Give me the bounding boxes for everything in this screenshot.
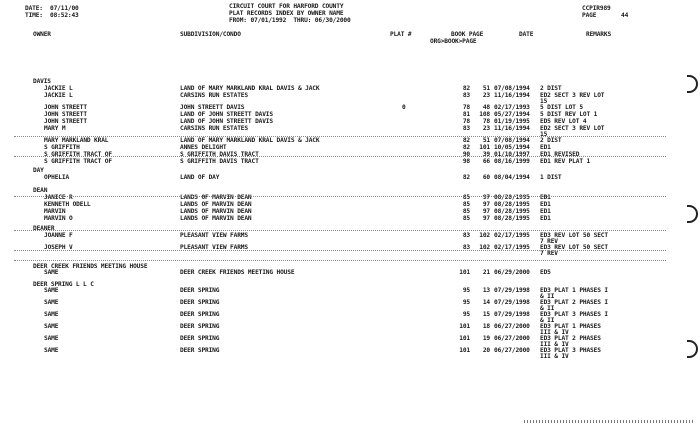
remarks: ED3 PLAT 1 PHASES bbox=[540, 323, 601, 330]
page-number-cell: 97 bbox=[482, 208, 490, 215]
page-number-cell: 14 bbox=[482, 299, 490, 306]
book-number: 81 bbox=[462, 111, 470, 118]
owner-name: SAME bbox=[44, 287, 59, 294]
page-number: 44 bbox=[621, 12, 629, 19]
owner-name: JANICE R bbox=[44, 194, 73, 201]
record-date: 05/27/1994 bbox=[494, 111, 530, 118]
remarks: ED1 bbox=[540, 144, 551, 151]
owner-name: JOHN STREETT bbox=[44, 118, 87, 125]
subdivision-name: LANDS OF MARVIN DEAN bbox=[180, 194, 252, 201]
subdivision-name: DEER SPRING bbox=[180, 311, 220, 318]
remarks: ED2 SECT 3 REV LOT bbox=[540, 92, 605, 99]
owner-name: JACKIE L bbox=[44, 92, 73, 99]
owner-name: MARY M bbox=[44, 125, 66, 132]
owner-name: JOHN STREETT bbox=[44, 111, 87, 118]
subdivision-name: LANDS OF MARVIN DEAN bbox=[180, 215, 252, 222]
remarks: ED3 REV LOT 50 SECT bbox=[540, 244, 608, 251]
separator bbox=[14, 196, 666, 197]
book-number: 95 bbox=[462, 311, 470, 318]
book-number: 90 bbox=[462, 151, 470, 158]
remarks: ED3 REV LOT 50 SECT bbox=[540, 232, 608, 239]
book-number: 85 bbox=[462, 208, 470, 215]
separator bbox=[14, 156, 666, 157]
remarks-continued: 7 REV bbox=[540, 238, 558, 245]
book-number: 82 bbox=[462, 85, 470, 92]
owner-group-name: DEANER bbox=[33, 225, 55, 232]
record-date: 06/27/2000 bbox=[494, 347, 530, 354]
page-number-cell: 97 bbox=[482, 201, 490, 208]
report-title: PLAT RECORDS INDEX BY OWNER NAME bbox=[229, 10, 344, 17]
owner-name: JACKIE L bbox=[44, 85, 73, 92]
record-date: 08/28/1995 bbox=[494, 208, 530, 215]
page-number-cell: 13 bbox=[482, 287, 490, 294]
subdivision-name: DEER SPRING bbox=[180, 347, 220, 354]
record-date: 02/17/1993 bbox=[494, 104, 530, 111]
record-date: 06/27/2000 bbox=[494, 323, 530, 330]
separator bbox=[14, 136, 666, 137]
page-number-cell: 78 bbox=[482, 118, 490, 125]
subdivision-name: LANDS OF MARVIN DEAN bbox=[180, 201, 252, 208]
owner-group-name: DEER CREEK FRIENDS MEETING HOUSE bbox=[33, 263, 148, 270]
record-date: 08/28/1995 bbox=[494, 201, 530, 208]
binder-hole-mark bbox=[687, 205, 698, 223]
owner-group-name: DEAN bbox=[33, 187, 48, 194]
col-plat: PLAT # bbox=[390, 31, 412, 38]
remarks: ED1 bbox=[540, 215, 551, 222]
owner-name: OPHELIA bbox=[44, 174, 70, 181]
subdivision-name: LAND OF JOHN STREETT DAVIS bbox=[180, 118, 273, 125]
owner-name: S GRIFFITH bbox=[44, 144, 80, 151]
book-number: 101 bbox=[459, 323, 470, 330]
subdivision-name: PLEASANT VIEW FARMS bbox=[180, 244, 248, 251]
separator bbox=[14, 260, 666, 261]
page-number-cell: 39 bbox=[482, 151, 490, 158]
remarks-continued: & II bbox=[540, 293, 555, 300]
page-label: PAGE bbox=[582, 12, 597, 19]
binder-hole-mark bbox=[687, 340, 698, 358]
book-number: 78 bbox=[462, 118, 470, 125]
record-date: 01/10/1997 bbox=[494, 151, 530, 158]
page-number-cell: 19 bbox=[482, 335, 490, 342]
col-book-page: BOOK PAGE bbox=[451, 31, 484, 38]
subdivision-name: DEER CREEK FRIENDS MEETING HOUSE bbox=[180, 269, 295, 276]
record-date: 08/16/1999 bbox=[494, 158, 530, 165]
record-date: 07/08/1994 bbox=[494, 85, 530, 92]
owner-name: JOSEPH V bbox=[44, 244, 73, 251]
book-number: 82 bbox=[462, 137, 470, 144]
subdivision-name: S GRIFFITH DAVIS TRACT bbox=[180, 151, 259, 158]
separator bbox=[14, 230, 666, 231]
remarks-continued: 15 bbox=[540, 98, 548, 105]
col-owner: OWNER bbox=[33, 31, 51, 38]
remarks: 1 DIST bbox=[540, 174, 562, 181]
remarks: ED5 REV LOT 4 bbox=[540, 118, 587, 125]
remarks: 2 DIST bbox=[540, 137, 562, 144]
subdivision-name: CARSINS RUN ESTATES bbox=[180, 92, 248, 99]
owner-name: SAME bbox=[44, 323, 59, 330]
report-court: CIRCUIT COURT FOR HARFORD COUNTY bbox=[229, 3, 344, 10]
record-date: 10/05/1994 bbox=[494, 144, 530, 151]
col-date: DATE bbox=[519, 31, 534, 38]
subdivision-name: LANDS OF MARVIN DEAN bbox=[180, 208, 252, 215]
owner-name: S GRIFFITH TRACT OF bbox=[44, 151, 112, 158]
owner-group-name: DAVIS bbox=[33, 78, 51, 85]
record-date: 02/17/1995 bbox=[494, 232, 530, 239]
subdivision-name: JOHN STREETT DAVIS bbox=[180, 104, 245, 111]
book-number: 95 bbox=[462, 287, 470, 294]
report-time: TIME: 08:52:43 bbox=[25, 12, 79, 19]
record-date: 11/16/1994 bbox=[494, 125, 530, 132]
remarks-continued: 7 REV bbox=[540, 250, 558, 257]
page-number-cell: 51 bbox=[482, 137, 490, 144]
page-number-cell: 101 bbox=[479, 144, 490, 151]
remarks: 5 DIST REV LOT 1 bbox=[540, 111, 598, 118]
book-number: 83 bbox=[462, 125, 470, 132]
col-remarks: REMARKS bbox=[586, 31, 612, 38]
record-date: 06/29/2000 bbox=[494, 269, 530, 276]
remarks-continued: III & IV bbox=[540, 329, 569, 336]
record-date: 01/19/1995 bbox=[494, 118, 530, 125]
col-org-book-page: ORG>BOOK>PAGE bbox=[430, 38, 477, 45]
book-number: 85 bbox=[462, 215, 470, 222]
page-number-cell: 18 bbox=[482, 323, 490, 330]
page-number-cell: 48 bbox=[482, 104, 490, 111]
book-number: 98 bbox=[462, 158, 470, 165]
owner-name: SAME bbox=[44, 269, 59, 276]
book-number: 83 bbox=[462, 92, 470, 99]
record-date: 06/27/2000 bbox=[494, 335, 530, 342]
owner-name: MARVIN O bbox=[44, 215, 73, 222]
book-number: 85 bbox=[462, 194, 470, 201]
book-number: 95 bbox=[462, 299, 470, 306]
subdivision-name: ANNES DELIGHT bbox=[180, 144, 227, 151]
page-number-cell: 66 bbox=[482, 158, 490, 165]
record-date: 11/16/1994 bbox=[494, 92, 530, 99]
record-date: 08/28/1995 bbox=[494, 215, 530, 222]
owner-name: S GRIFFITH TRACT OF bbox=[44, 158, 112, 165]
owner-group-name: DAY bbox=[33, 167, 44, 174]
page-number-cell: 102 bbox=[479, 232, 490, 239]
report-range: FROM: 07/01/1992 THRU: 06/30/2000 bbox=[229, 17, 351, 24]
subdivision-name: DEER SPRING bbox=[180, 287, 220, 294]
page-number-cell: 108 bbox=[479, 111, 490, 118]
owner-group-name: DEER SPRING L L C bbox=[33, 281, 94, 288]
book-number: 85 bbox=[462, 201, 470, 208]
book-number: 83 bbox=[462, 232, 470, 239]
page-number-cell: 23 bbox=[482, 92, 490, 99]
report-id: CCPIR989 bbox=[582, 5, 611, 12]
remarks: ED3 PLAT 2 PHASES bbox=[540, 335, 601, 342]
record-date: 08/28/1995 bbox=[494, 194, 530, 201]
subdivision-name: LAND OF DAY bbox=[180, 174, 220, 181]
remarks: ED1 bbox=[540, 208, 551, 215]
record-date: 02/17/1995 bbox=[494, 244, 530, 251]
subdivision-name: LAND OF JOHN STREETT DAVIS bbox=[180, 111, 273, 118]
subdivision-name: CARSINS RUN ESTATES bbox=[180, 125, 248, 132]
col-subdivision: SUBDIVISION/CONDO bbox=[180, 31, 241, 38]
remarks-continued: & II bbox=[540, 317, 555, 324]
separator bbox=[14, 250, 666, 251]
remarks: ED2 SECT 3 REV LOT bbox=[540, 125, 605, 132]
page-number-cell: 102 bbox=[479, 244, 490, 251]
remarks: ED3 PLAT 1 PHASES I bbox=[540, 287, 608, 294]
record-date: 07/29/1998 bbox=[494, 299, 530, 306]
remarks: ED3 PLAT 3 PHASES I bbox=[540, 311, 608, 318]
subdivision-name: DEER SPRING bbox=[180, 299, 220, 306]
owner-name: SAME bbox=[44, 311, 59, 318]
remarks-continued: III & IV bbox=[540, 353, 569, 360]
owner-name: MARY MARKLAND KRAL bbox=[44, 137, 109, 144]
remarks: ED3 PLAT 3 PHASES bbox=[540, 347, 601, 354]
page-number-cell: 23 bbox=[482, 125, 490, 132]
owner-name: JOANNE F bbox=[44, 232, 73, 239]
owner-name: MARVIN bbox=[44, 208, 66, 215]
subdivision-name: S GRIFFITH DAVIS TRACT bbox=[180, 158, 259, 165]
page-number-cell: 21 bbox=[482, 269, 490, 276]
remarks: ED5 bbox=[540, 269, 551, 276]
book-number: 101 bbox=[459, 347, 470, 354]
book-number: 101 bbox=[459, 269, 470, 276]
subdivision-name: PLEASANT VIEW FARMS bbox=[180, 232, 248, 239]
record-date: 07/29/1998 bbox=[494, 287, 530, 294]
page-number-cell: 20 bbox=[482, 347, 490, 354]
page-number-cell: 97 bbox=[482, 194, 490, 201]
page-number-cell: 15 bbox=[482, 311, 490, 318]
owner-name: SAME bbox=[44, 335, 59, 342]
remarks: ED1 REVISED bbox=[540, 151, 580, 158]
record-date: 07/08/1994 bbox=[494, 137, 530, 144]
remarks-continued: III & IV bbox=[540, 341, 569, 348]
remarks: ED1 REV PLAT 1 bbox=[540, 158, 591, 165]
remarks: 2 DIST bbox=[540, 85, 562, 92]
remarks-continued: & II bbox=[540, 305, 555, 312]
book-number: 82 bbox=[462, 174, 470, 181]
remarks: ED3 PLAT 2 PHASES I bbox=[540, 299, 608, 306]
remarks: ED1 bbox=[540, 194, 551, 201]
book-number: 83 bbox=[462, 244, 470, 251]
subdivision-name: DEER SPRING bbox=[180, 335, 220, 342]
page-number-cell: 60 bbox=[482, 174, 490, 181]
subdivision-name: LAND OF MARY MARKLAND KRAL DAVIS & JACK bbox=[180, 137, 320, 144]
record-date: 08/04/1994 bbox=[494, 174, 530, 181]
page-number-cell: 97 bbox=[482, 215, 490, 222]
page-number-cell: 51 bbox=[482, 85, 490, 92]
remarks: ED1 bbox=[540, 201, 551, 208]
owner-name: KENNETH ODELL bbox=[44, 201, 91, 208]
remarks: 5 DIST LOT 5 bbox=[540, 104, 583, 111]
binder-hole-mark bbox=[687, 75, 698, 93]
subdivision-name: LAND OF MARY MARKLAND KRAL DAVIS & JACK bbox=[180, 85, 320, 92]
owner-name: SAME bbox=[44, 347, 59, 354]
remarks-continued: 15 bbox=[540, 131, 548, 138]
record-date: 07/29/1998 bbox=[494, 311, 530, 318]
scan-edge-strip bbox=[524, 420, 694, 423]
book-number: 82 bbox=[462, 144, 470, 151]
book-number: 101 bbox=[459, 335, 470, 342]
owner-name: JOHN STREETT bbox=[44, 104, 87, 111]
subdivision-name: DEER SPRING bbox=[180, 323, 220, 330]
owner-name: SAME bbox=[44, 299, 59, 306]
plat-number: 0 bbox=[402, 104, 406, 111]
book-number: 78 bbox=[462, 104, 470, 111]
report-date: DATE: 07/11/00 bbox=[25, 5, 79, 12]
